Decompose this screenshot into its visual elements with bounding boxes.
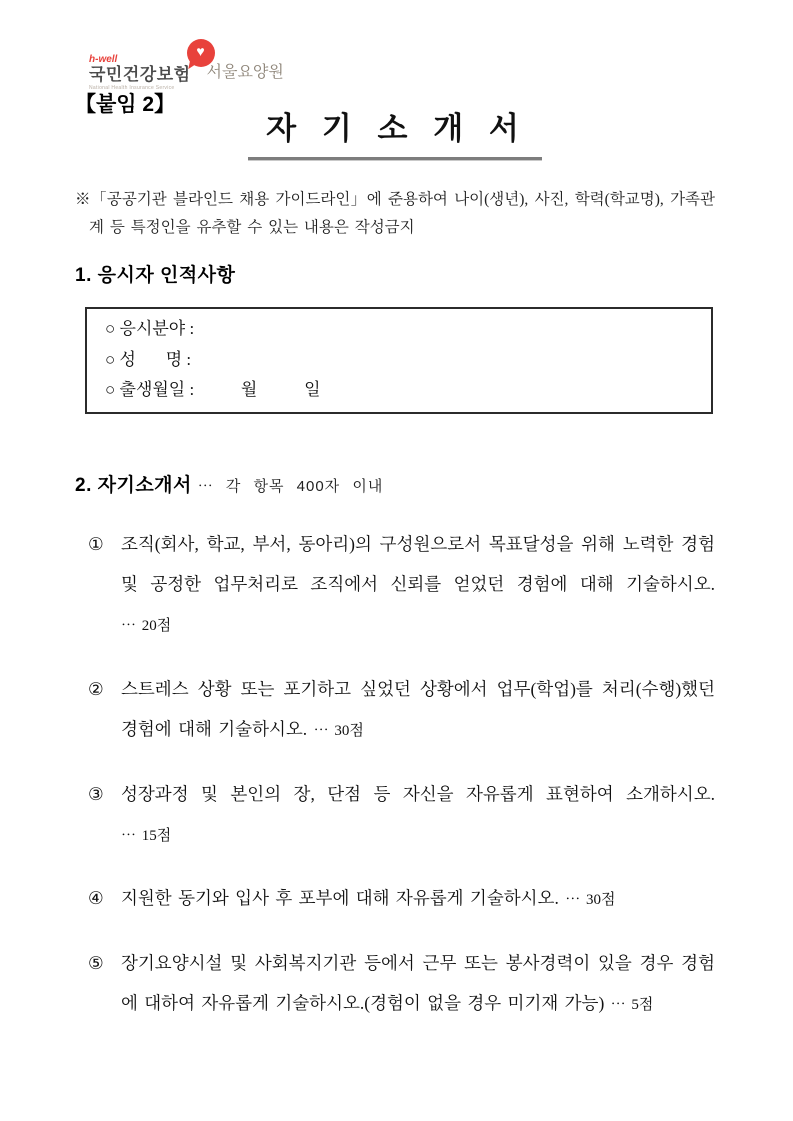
question-text: 장기요양시설 및 사회복지기관 등에서 근무 또는 봉사경력이 있을 경우 경험에 대하여 자유롭게 기술하시오.(경험이 없을 경우 미기재 가능)	[121, 953, 715, 1014]
question-score: ⋯ 20점	[121, 617, 172, 634]
question-score: ⋯ 30점	[313, 722, 364, 739]
notice-marker: ※	[75, 191, 91, 208]
heart-glyph: ♥	[196, 45, 205, 61]
question-text: 스트레스 상황 또는 포기하고 싶었던 상황에서 업무(학업)를 처리(수행)했던 경험에 대해 기술하시오.	[121, 678, 715, 739]
field-row-division: ○ 응시분야 :	[105, 319, 199, 339]
applicant-info-box	[85, 307, 713, 414]
question-number: ⑤	[88, 953, 104, 974]
question-text: 성장과정 및 본인의 장, 단점 등 자신을 자유롭게 표현하여 소개하시오.	[121, 783, 715, 804]
field-row-birthdate: ○ 출생월일 : 월 일	[105, 379, 321, 399]
attachment-label: 【붙임 2】	[75, 93, 176, 116]
field-row-name: ○ 성 명 :	[105, 349, 196, 369]
document-title: 자 기 소 개 서	[248, 103, 542, 160]
blind-recruitment-notice	[75, 186, 715, 242]
question-item-4	[88, 879, 715, 919]
question-item-5	[88, 944, 715, 1024]
question-number: ②	[88, 678, 104, 699]
question-number: ④	[88, 888, 104, 909]
question-number: ③	[88, 783, 104, 804]
question-score: ⋯ 30점	[565, 892, 616, 909]
org-logo	[89, 45, 715, 91]
org-logo-block	[89, 45, 205, 91]
section2-heading	[75, 470, 715, 497]
question-item-3	[88, 775, 715, 855]
section2-limit-note: ⋯ 각 항목 400자 이내	[197, 478, 384, 496]
site-name: 서울요양원	[206, 64, 284, 81]
hwell-wordmark: h-well	[89, 54, 118, 66]
notice-text: 「공공기관 블라인드 채용 가이드라인」에 준용하여 나이(생년), 사진, 학력(학교명), 가족관계 등 특정인을 유추할 수 있는 내용은 작성금지	[89, 191, 715, 237]
question-item-1	[88, 525, 715, 645]
org-subtitle: National Health Insurance Service	[89, 85, 175, 91]
question-score: ⋯ 5점	[610, 997, 654, 1014]
question-score: ⋯ 15점	[121, 827, 172, 844]
question-text: 지원한 동기와 입사 후 포부에 대해 자유롭게 기술하시오.	[121, 888, 559, 909]
question-number: ①	[88, 534, 104, 555]
question-text: 조직(회사, 학교, 부서, 동아리)의 구성원으로서 목표달성을 위해 노력한 경험 및 공정한 업무처리로 조직에서 신뢰를 얻었던 경험에 대해 기술하시오.	[121, 534, 715, 595]
section1-heading: 1. 응시자 인적사항	[75, 265, 236, 287]
question-item-2	[88, 670, 715, 750]
heart-icon	[187, 39, 215, 67]
section2-title: 2. 자기소개서	[75, 475, 192, 497]
org-name: 국민건강보험	[89, 65, 191, 85]
question-list	[75, 525, 715, 1024]
